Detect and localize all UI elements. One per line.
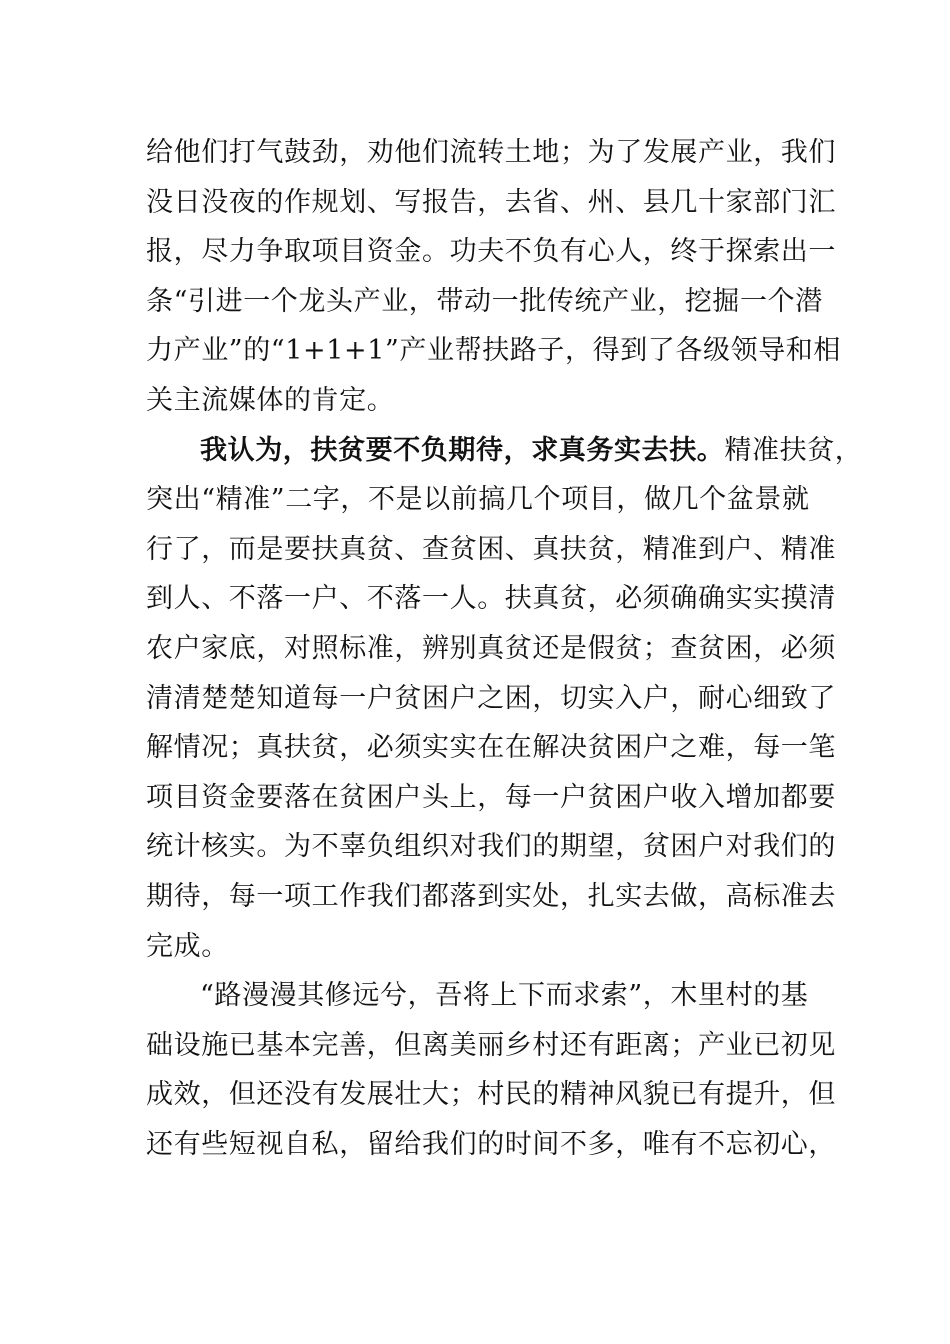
text-line: 力产业”的“1+1+1”产业帮扶路子，得到了各级领导和相 — [146, 335, 841, 367]
text-line: 农户家底，对照标准，辨别真贫还是假贫；查贫困，必须 — [146, 632, 836, 664]
text-line: 还有些短视自私，留给我们的时间不多，唯有不忘初心， — [146, 1128, 836, 1160]
text-line: 统计核实。为不辜负组织对我们的期望，贫困户对我们的 — [146, 831, 836, 863]
text-line: 成效，但还没有发展壮大；村民的精神风貌已有提升，但 — [146, 1079, 836, 1111]
text-line: 报，尽力争取项目资金。功夫不负有心人，终于探索出一 — [146, 236, 836, 268]
paragraph-1 — [146, 128, 841, 426]
document-body — [146, 128, 863, 1169]
text-line: 解情况；真扶贫，必须实实在在解决贫困户之难，每一笔 — [146, 732, 836, 764]
text-line: 给他们打气鼓劲，劝他们流转土地；为了发展产业，我们 — [146, 137, 836, 168]
text-line: 行了，而是要扶真贫、查贫困、真扶贫，精准到户、精准 — [146, 533, 836, 565]
text-line: 突出“精准”二字，不是以前搞几个项目，做几个盆景就 — [146, 484, 810, 516]
paragraph-3 — [146, 971, 836, 1169]
paragraph-2 — [146, 426, 863, 972]
text-line: 清清楚楚知道每一户贫困户之困，切实入户，耐心细致了 — [146, 682, 836, 714]
text-line: 期待，每一项工作我们都落到实处，扎实去做，高标准去 — [146, 880, 836, 912]
text-line: 关主流媒体的肯定。 — [146, 384, 395, 416]
paragraph-2-first-line — [146, 426, 863, 476]
text-line: 项目资金要落在贫困户头上，每一户贫困户收入增加都要 — [146, 781, 836, 813]
text-line: 没日没夜的作规划、写报告，去省、州、县几十家部门汇 — [146, 186, 836, 218]
bold-lead-sentence: 我认为，扶贫要不负期待，求真务实去扶。 — [200, 434, 725, 466]
text-line: 础设施已基本完善，但离美丽乡村还有距离；产业已初见 — [146, 1029, 836, 1061]
text-line: “路漫漫其修远兮，吾将上下而求索”，木里村的基 — [200, 980, 809, 1012]
text-line: 到人、不落一户、不落一人。扶真贫，必须确确实实摸清 — [146, 583, 836, 615]
text-line: 条“引进一个龙头产业，带动一批传统产业，挖掘一个潜 — [146, 285, 823, 317]
text-line: 完成。 — [146, 930, 229, 962]
text-span: 精准扶贫， — [724, 434, 863, 466]
